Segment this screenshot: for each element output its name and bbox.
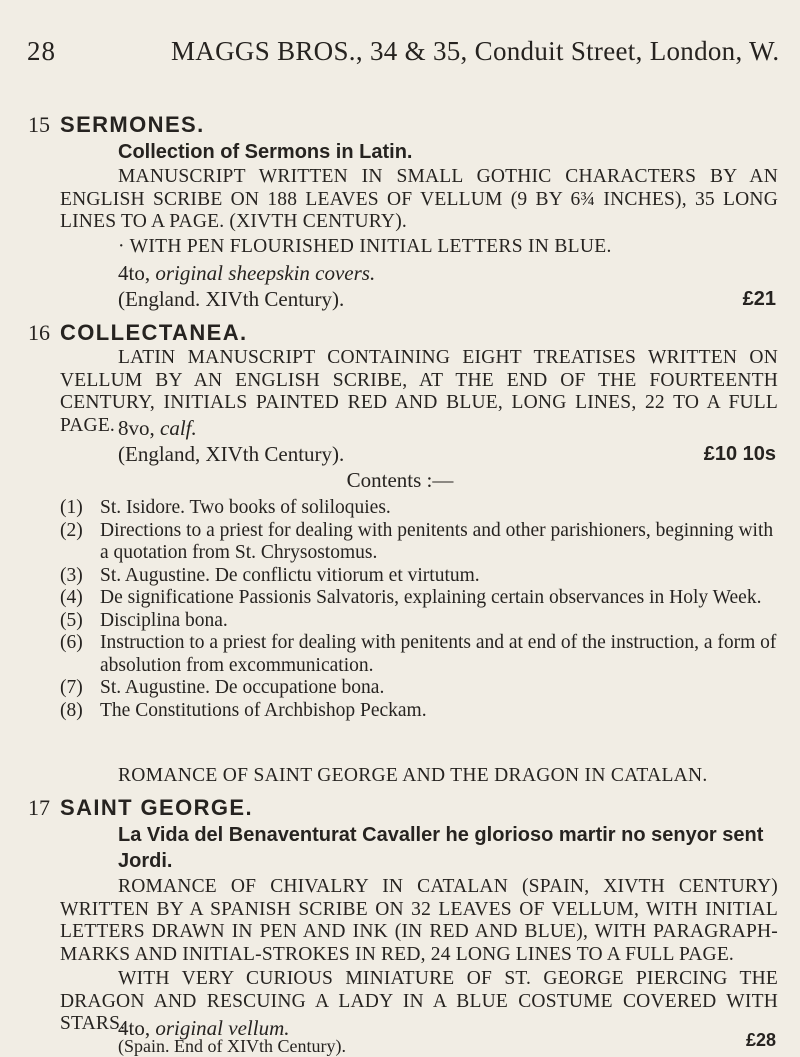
entry-binding: original sheepskin covers. xyxy=(155,261,376,285)
list-item: (6) Instruction to a priest for dealing with penitents and at end of the instruction, a form of absolution from excommunication. xyxy=(60,632,777,676)
entry-format: 4to, xyxy=(118,1016,151,1040)
entry-subheading: Collection of Sermons in Latin. xyxy=(118,141,413,163)
list-item: (5) Disciplina bona. xyxy=(60,609,228,631)
list-item: (3) St. Augustine. De conflictu vitiorum et virtutum. xyxy=(60,564,480,586)
entry-format-line xyxy=(118,261,778,286)
section-caption: ROMANCE OF SAINT GEORGE AND THE DRAGON IN CATALAN. xyxy=(118,765,708,786)
list-item: (7) St. Augustine. De occupatione bona. xyxy=(60,677,385,698)
entry-format: 8vo, xyxy=(118,416,155,440)
entry-origin: (England, XIVth Century). xyxy=(118,442,345,466)
entry-heading: COLLECTANEA. xyxy=(60,320,248,345)
lot-number: 16 xyxy=(28,320,50,345)
running-head xyxy=(27,36,780,76)
entry-price: £10 10s xyxy=(703,443,776,465)
entry-note: · WITH PEN FLOURISHED INITIAL LETTERS IN BLUE. xyxy=(118,236,612,257)
entry-format-line xyxy=(118,416,778,441)
entry-origin: (Spain. End of XIVth Century). xyxy=(118,1036,346,1056)
entry-origin: (England. XIVth Century). xyxy=(118,287,345,311)
entry-description: LATIN MANUSCRIPT CONTAINING EIGHT TREATISES WRITTEN ON VELLUM BY AN ENGLISH SCRIBE, AT THE END OF THE FOURTEENTH CENTURY, INITIALS PAINTED RED AND BLUE, LONG LINES, 22 TO A FULL PAGE. xyxy=(60,347,778,436)
list-item: (4) De significatione Passionis Salvatoris, explaining certain observances in Holy Week. xyxy=(60,587,762,608)
contents-list xyxy=(60,497,778,722)
lot-number: 17 xyxy=(28,795,50,820)
entry-price: £28 xyxy=(745,1030,776,1050)
entry-description: MANUSCRIPT WRITTEN IN SMALL GOTHIC CHARACTERS BY AN ENGLISH SCRIBE ON 188 LEAVES OF VELLUM (9 BY 6¾ INCHES), 35 LONG LINES TO A PAGE. (XIVTH CENTURY). xyxy=(60,166,778,232)
entry-heading: SAINT GEORGE. xyxy=(60,795,253,820)
entry-binding: calf. xyxy=(160,416,197,440)
entry-price: £21 xyxy=(742,288,776,310)
entry-subheading: La Vida del Benaventurat Cavaller he glorioso martir no senyor sent Jordi. xyxy=(118,824,764,872)
page-number: 28 xyxy=(27,36,56,66)
entry-remark xyxy=(60,1024,778,1025)
entry-description: ROMANCE OF CHIVALRY IN CATALAN (SPAIN, XIVTH CENTURY) WRITTEN BY A SPANISH SCRIBE ON 32 LEAVES OF VELLUM, WITH INITIAL LETTERS DRAWN IN PEN AND INK (IN RED AND BLUE), WITH PARAGRAPH-MARKS AND INITIAL-STROKES IN RED, 24 LONG LINES TO A FULL PAGE. xyxy=(60,876,778,965)
entry-note: WITH VERY CURIOUS MINIATURE OF ST. GEORGE PIERCING THE DRAGON AND RESCUING A LADY IN A BLUE COSTUME COVERED WITH STARS. xyxy=(60,968,778,1034)
entry-binding: original vellum. xyxy=(155,1016,290,1040)
contents-title: Contents :— xyxy=(346,468,454,492)
entry-heading: SERMONES. xyxy=(60,112,205,137)
list-item: (8) The Constitutions of Archbishop Peckam. xyxy=(60,699,427,721)
lot-number: 15 xyxy=(28,112,50,137)
running-head-text: MAGGS BROS., 34 & 35, Conduit Street, London, W. xyxy=(171,36,780,66)
entry-format: 4to, xyxy=(118,261,151,285)
list-item: (1) St. Isidore. Two books of soliloquies. xyxy=(60,497,391,518)
list-item: (2) Directions to a priest for dealing with penitents and other parishioners, beginning with a quotation from St. Chrysostomus. xyxy=(60,519,774,563)
